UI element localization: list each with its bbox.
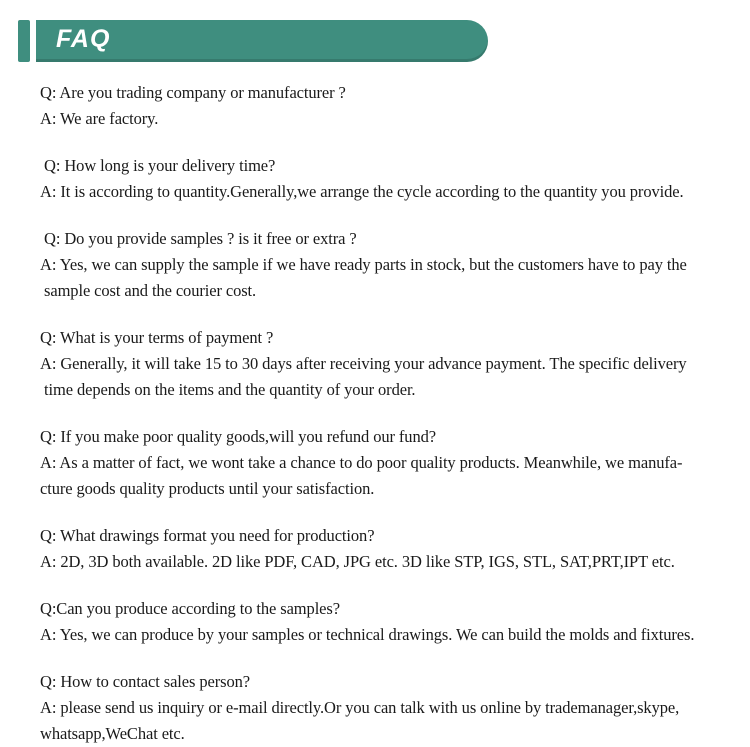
question-line: Q: What is your terms of payment ?	[40, 328, 274, 347]
answer-line: cture goods quality products until your satisfaction.	[40, 479, 375, 498]
question-line: Q: If you make poor quality goods,will you refund our fund?	[40, 427, 436, 446]
qa-block	[40, 669, 750, 747]
qa-block	[40, 523, 750, 575]
faq-title: FAQ	[56, 25, 111, 53]
answer-line: A: 2D, 3D both available. 2D like PDF, CAD, JPG etc. 3D like STP, IGS, STL, SAT,PRT,IPT etc.	[40, 552, 675, 571]
question-line: Q:Can you produce according to the samples?	[40, 599, 340, 618]
question-line: Q: How to contact sales person?	[40, 672, 250, 691]
answer-line: whatsapp,WeChat etc.	[40, 724, 185, 743]
question-line: Q: Do you provide samples ? is it free or extra ?	[40, 229, 357, 248]
answer-line: A: please send us inquiry or e-mail directly.Or you can talk with us online by trademanager,skype,	[40, 698, 680, 717]
answer-line: time depends on the items and the quantity of your order.	[40, 380, 416, 399]
answer-line: sample cost and the courier cost.	[40, 281, 257, 300]
faq-page	[0, 20, 750, 747]
qa-block	[40, 596, 750, 648]
qa-block	[40, 424, 750, 502]
faq-header	[0, 20, 750, 62]
answer-line: A: Yes, we can supply the sample if we have ready parts in stock, but the customers have to pay the	[40, 255, 687, 274]
qa-block	[40, 80, 750, 132]
question-line: Q: Are you trading company or manufacturer ?	[40, 83, 346, 102]
qa-block	[40, 153, 750, 205]
answer-line: A: It is according to quantity.Generally,we arrange the cycle according to the quantity you provide.	[40, 182, 684, 201]
faq-banner	[36, 20, 488, 62]
answer-line: A: We are factory.	[40, 109, 159, 128]
answer-line: A: Yes, we can produce by your samples or technical drawings. We can build the molds and fixtures.	[40, 625, 695, 644]
faq-list	[0, 62, 750, 747]
qa-block	[40, 325, 750, 403]
qa-block	[40, 226, 750, 304]
header-accent-bar	[18, 20, 30, 62]
answer-line: A: As a matter of fact, we wont take a chance to do poor quality products. Meanwhile, we manufa-	[40, 453, 683, 472]
question-line: Q: What drawings format you need for production?	[40, 526, 375, 545]
answer-line: A: Generally, it will take 15 to 30 days after receiving your advance payment. The specific delivery	[40, 354, 687, 373]
question-line: Q: How long is your delivery time?	[40, 156, 276, 175]
